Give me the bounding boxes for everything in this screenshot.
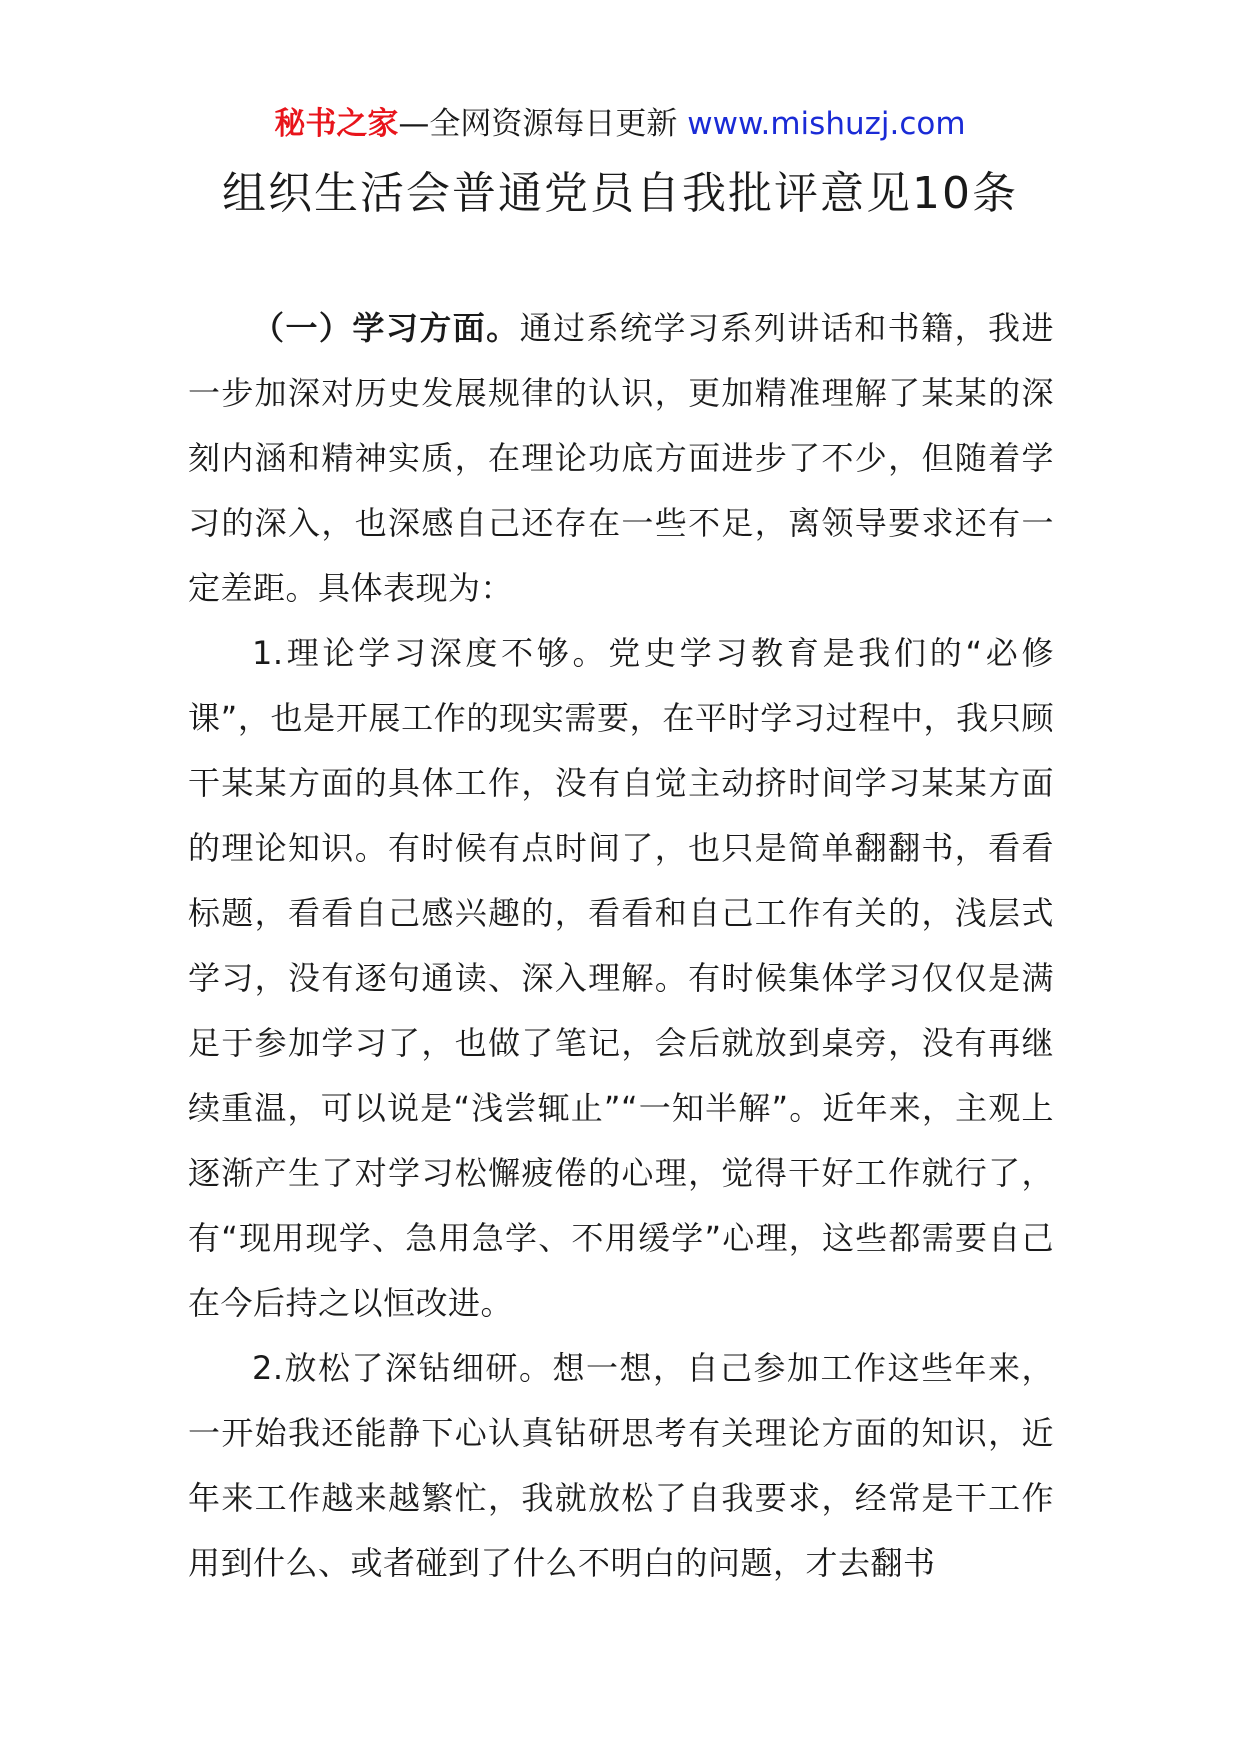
header-tagline: —全网资源每日更新 bbox=[398, 106, 678, 142]
paragraph-item-1 bbox=[188, 621, 1054, 1336]
document-body bbox=[188, 296, 1054, 1596]
site-url-link[interactable]: www.mishuzj.com bbox=[687, 106, 966, 142]
paragraph-text: 2.放松了深钻细研。想一想，自己参加工作这些年来，一开始我还能静下心认真钻研思考有关理论方面的知识，近年来工作越来越繁忙，我就放松了自我要求，经常是干工作用到什么、或者碰到了什么不明白的问题，才去翻书 bbox=[188, 1349, 1054, 1582]
paragraph-text: 通过系统学习系列讲话和书籍，我进一步加深对历史发展规律的认识，更加精准理解了某某的深刻内涵和精神实质，在理论功底方面进步了不少，但随着学习的深入，也深感自己还存在一些不足，离领导要求还有一定差距。具体表现为： bbox=[188, 309, 1054, 607]
section-heading: （一）学习方面。 bbox=[252, 309, 520, 347]
document-title: 组织生活会普通党员自我批评意见10条 bbox=[222, 168, 1018, 219]
paragraph-item-2 bbox=[188, 1336, 1054, 1596]
brand-name: 秘书之家 bbox=[274, 106, 399, 142]
paragraph-text: 1.理论学习深度不够。党史学习教育是我们的“必修课”，也是开展工作的现实需要，在平时学习过程中，我只顾干某某方面的具体工作，没有自觉主动挤时间学习某某方面的理论知识。有时候有点时间了，也只是简单翻翻书，看看标题，看看自己感兴趣的，看看和自己工作有关的，浅层式学习，没有逐句通读、深入理解。有时候集体学习仅仅是满足于参加学习了，也做了笔记，会后就放到桌旁，没有再继续重温，可以说是“浅尝辄止”“一知半解”。近年来，主观上逐渐产生了对学习松懈疲倦的心理，觉得干好工作就行了，有“现用现学、急用急学、不用缓学”心理，这些都需要自己在今后持之以恒改进。 bbox=[188, 634, 1054, 1322]
paragraph-study-aspect bbox=[188, 296, 1054, 621]
site-header bbox=[0, 104, 1240, 144]
